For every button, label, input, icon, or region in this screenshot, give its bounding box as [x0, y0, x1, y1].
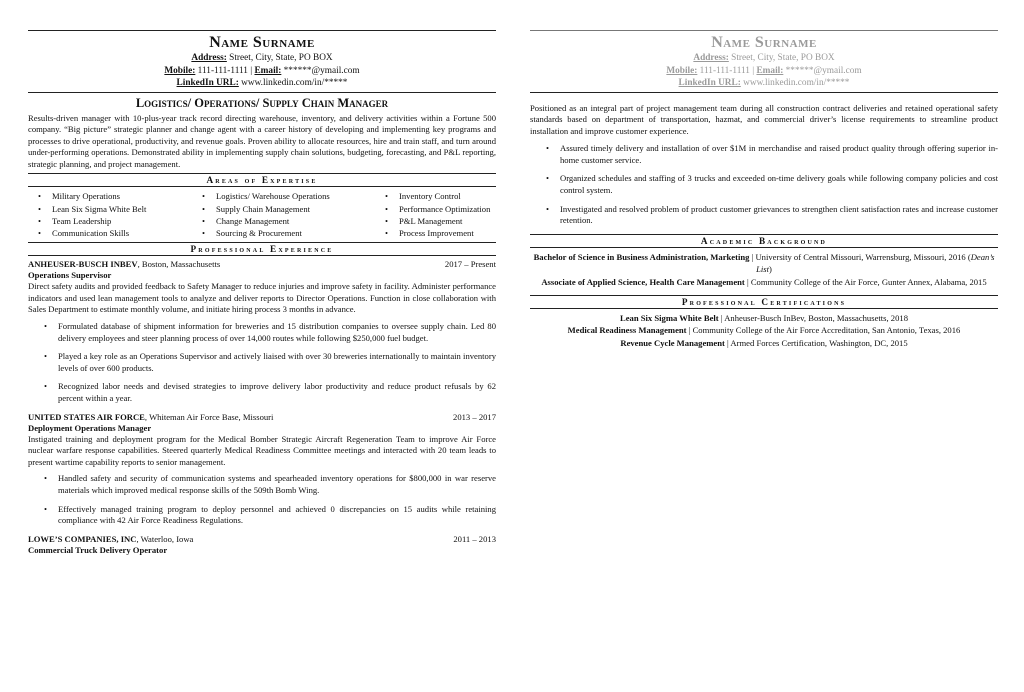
- job-location: , Whiteman Air Force Base, Missouri: [144, 411, 274, 422]
- resume-page-1: [28, 0, 496, 692]
- expertise-section-header: [28, 173, 496, 187]
- job-dates: 2017 – Present: [444, 259, 496, 270]
- job-header: [28, 412, 496, 423]
- certification-entry: Revenue Cycle Management | Armed Forces Certification, Washington, DC, 2015: [620, 337, 908, 348]
- academic-title: Academic Background: [700, 235, 828, 246]
- linkedin-line: LinkedIn URL: www.linkedin.com/in/*****: [678, 78, 850, 88]
- job-entry: [28, 534, 496, 556]
- skill-item: • Sourcing & Procurement: [216, 227, 381, 239]
- academic-section-header: [530, 234, 998, 248]
- headline: Logistics/ Operations/ Supply Chain Manager: [135, 95, 389, 110]
- skill-item: • Process Improvement: [399, 227, 490, 239]
- achievement-item: • Handled safety and security of communication systems and spearheaded inventory operations for $800,000 in war reserve materials which improved medical response skills of the 509th Bomb Wing.: [58, 473, 496, 496]
- header-bottom-rule: [530, 92, 998, 93]
- job-header: [28, 259, 496, 270]
- skill-item: • Lean Six Sigma White Belt: [52, 203, 202, 215]
- mobile-email-line: Mobile: 111-111-1111 | Email: ******@ymail.com: [164, 65, 360, 76]
- certification-entry: Lean Six Sigma White Belt | Anheuser-Busch InBev, Boston, Massachusetts, 2018: [619, 312, 908, 323]
- job-header: [28, 534, 496, 545]
- job-entry: [28, 259, 496, 404]
- job-entry: [28, 412, 496, 527]
- achievement-item: • Recognized labor needs and devised strategies to improve delivery labor productivity and reduce product refusals by 62 percent within a year.: [58, 381, 496, 404]
- job-title: Operations Supervisor: [28, 270, 112, 281]
- achievement-item: • Organized schedules and staffing of 3 trucks and exceeded on-time delivery goals while following company policies and cost control system.: [560, 173, 998, 196]
- education-entry: Associate of Applied Science, Health Care Management | Community College of the Air Force, Gunter Annex, Alabama, 2015: [541, 277, 987, 288]
- achievement-item: • Formulated database of shipment information for breweries and 15 distribution companies to oversee supply chain. Led 80 delivery employees and steer planning process of over 14,000 routes while following $250,000 fuel budget.: [58, 321, 496, 344]
- job-description: Instigated training and deployment program for the Medical Bomber Strategic Aircraft Regeneration Team to improve Air Force nuclear warfare response capabilities. Steered quarterly Medical Readiness Committee meetings and interacted with 20 team leads to present wartime capability reports to senior management.: [28, 433, 496, 467]
- certifications-section-header: [530, 295, 998, 309]
- skill-item: • P&L Management: [399, 215, 490, 227]
- candidate-name: Name Surname: [711, 34, 817, 51]
- skill-item: • Performance Optimization: [399, 203, 490, 215]
- achievement-list: [28, 473, 496, 526]
- resume-page-2: [530, 0, 998, 692]
- achievement-item: • Effectively managed training program to deploy personnel and achieved 0 discrepancies on 15 audits while retaining compliance with 42 Air Force Readiness Regulations.: [58, 504, 496, 527]
- contact-block: [530, 52, 998, 90]
- experience-section-header: [28, 242, 496, 256]
- job-dates: 2013 – 2017: [453, 411, 496, 422]
- address-line: Address: Street, City, State, PO BOX: [191, 53, 333, 63]
- achievement-list: [28, 321, 496, 405]
- skill-item: • Team Leadership: [52, 215, 202, 227]
- mobile-email-line: Mobile: 111-111-1111 | Email: ******@ymail.com: [666, 65, 862, 76]
- expertise-list: [28, 190, 496, 239]
- expertise-title: Areas of Expertise: [206, 175, 318, 186]
- job-continuation-paragraph: Positioned as an integral part of project management team during all construction contract deliveries and retained operational safety standards based on department of transportation, hazmat, and commercial driver’s license requirements to streamline product installation and improve customer experience.: [530, 102, 998, 136]
- job-location: , Boston, Massachusetts: [137, 259, 221, 270]
- candidate-name: Name Surname: [209, 34, 315, 51]
- achievement-list: [530, 143, 998, 227]
- skill-item: • Communication Skills: [52, 227, 202, 239]
- skill-item: • Supply Chain Management: [216, 203, 381, 215]
- certifications-title: Professional Certifications: [681, 296, 847, 307]
- header-bottom-rule: [28, 92, 496, 93]
- education-entry: Bachelor of Science in Business Administration, Marketing | University of Central Missouri, Warrensburg, Missouri, 2016 (Dean’s List): [533, 251, 995, 275]
- address-line: Address: Street, City, State, PO BOX: [693, 53, 835, 63]
- company-name: UNITED STATES AIR FORCE: [28, 411, 145, 422]
- experience-title: Professional Experience: [190, 244, 334, 255]
- achievement-item: • Played a key role as an Operations Supervisor and actively liaised with over 30 breweries internationally to maintain inventory levels of over 600 products.: [58, 351, 496, 374]
- skill-item: • Inventory Control: [399, 190, 490, 202]
- job-location: , Waterloo, Iowa: [136, 533, 194, 544]
- job-description: Direct safety audits and provided feedback to Safety Manager to reduce injuries and improve safety in facility. Administer performance indicators and used lean management tools to analyze and deliver reports to Director Operations. Function in close collaboration with Sales Department to estimate monthly volume, and initiate hiring process 3 months in advance.: [28, 281, 496, 315]
- skill-item: • Military Operations: [52, 190, 202, 202]
- achievement-item: • Investigated and resolved problem of product customer grievances to strengthen client satisfaction rates and increase customer retention.: [560, 204, 998, 227]
- achievement-item: • Assured timely delivery and installation of over $1M in merchandise and raised product quality through offering superior in-home customer service.: [560, 143, 998, 166]
- contact-block: [28, 52, 496, 90]
- header-top-rule: [28, 30, 496, 31]
- job-dates: 2011 – 2013: [453, 533, 496, 544]
- job-title: Deployment Operations Manager: [28, 422, 152, 433]
- certification-entry: Medical Readiness Management | Community College of the Air Force Accreditation, San Antonio, Texas, 2016: [567, 325, 961, 336]
- company-name: LOWE’S COMPANIES, INC: [28, 533, 137, 544]
- linkedin-line: LinkedIn URL: www.linkedin.com/in/*****: [176, 78, 348, 88]
- skill-item: • Change Management: [216, 215, 381, 227]
- job-title: Commercial Truck Delivery Operator: [28, 544, 168, 555]
- summary-paragraph: Results-driven manager with 10-plus-year track record directing warehouse, inventory, and delivery activities within a Fortune 500 company. “Big picture” strategic planner and change agent with a career history of developing and implementing key programs and processes to drive operational, productivity, and revenue goals. Proven ability to allocate resources, hire and train staff, and turn around under-performing operations. Demonstrated ability in implementing supply chain solutions, budgeting, forecasting, and P&L reporting, strategic planning, and project management.: [28, 112, 496, 169]
- header-top-rule: [530, 30, 998, 31]
- company-name: ANHEUSER-BUSCH INBEV: [28, 259, 138, 270]
- skill-item: • Logistics/ Warehouse Operations: [216, 190, 381, 202]
